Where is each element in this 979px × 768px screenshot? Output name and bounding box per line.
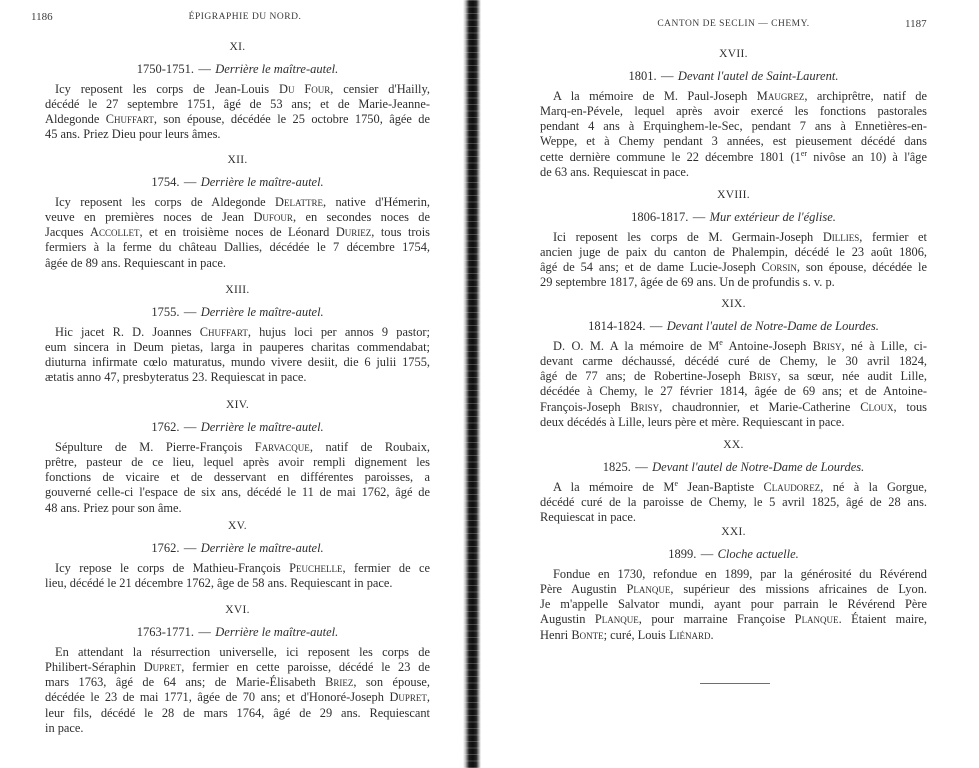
entry-date: 1814-1824. (588, 318, 646, 333)
text-line (45, 240, 430, 255)
text-line (45, 82, 430, 97)
text-run: Icy reposent les corps de Aldegonde (55, 194, 276, 209)
text-run: , tous trois (371, 225, 430, 240)
text-run: décédée à Chemy, le 27 février 1814, âgée de 69 ans; et de Antoine- (540, 384, 927, 399)
entry-text (540, 89, 927, 181)
text-line (540, 400, 927, 415)
entry-heading (45, 625, 430, 640)
inscription-entry (45, 153, 430, 271)
entry-number: XIX. (721, 297, 746, 310)
entry-number: XX. (723, 438, 744, 451)
text-line (540, 628, 927, 643)
text-run: , fermier de ce (342, 560, 431, 575)
inscription-entry (45, 603, 430, 737)
text-line (45, 470, 430, 485)
entry-location: Derrière le maître-autel. (200, 540, 324, 555)
text-run: , son épouse, décédée le (796, 260, 927, 275)
text-line (45, 97, 430, 112)
person-name: Dillies (822, 229, 860, 244)
entry-heading (540, 547, 927, 562)
text-run: Ici reposent les corps de M. Germain-Joseph (553, 229, 823, 244)
text-line (45, 210, 430, 225)
entry-location: Derrière le maître-autel. (215, 624, 339, 639)
text-run: gouverné celle-ci l'espace de six ans, décédé le 11 de mai 1762, âgé de (45, 485, 430, 500)
text-line (540, 354, 927, 369)
text-line (540, 89, 927, 104)
person-name: Corsin (761, 260, 797, 275)
text-line (540, 612, 927, 627)
text-run: , né à Lille, ci- (841, 338, 928, 353)
entry-dash: — (198, 624, 211, 639)
person-name: Liénard (668, 627, 711, 642)
entry-number: XII. (227, 153, 248, 166)
text-line (45, 455, 430, 470)
text-line (540, 384, 927, 399)
inscription-list (540, 0, 927, 768)
text-line (45, 576, 430, 591)
entry-text (45, 645, 430, 737)
text-line (45, 225, 430, 240)
text-run: âgé de 77 ans; de Robertine-Joseph (540, 369, 749, 384)
text-run: ancien juge de paix du canton de Phalempin, décédé le 23 août 1806, (540, 244, 927, 259)
page-number: 1187 (905, 18, 927, 30)
text-line (540, 245, 927, 260)
entry-location: Mur extérieur de l'église. (709, 209, 836, 224)
inscription-entry (45, 40, 430, 143)
text-run: Philibert-Séraphin (45, 659, 144, 674)
text-run: Jean-Baptiste (678, 479, 764, 494)
entry-number: XI. (229, 40, 246, 53)
text-line (45, 706, 430, 721)
inscription-entry (540, 188, 927, 291)
text-run: nivôse an 10) à l'âge (807, 149, 928, 164)
text-run: ætatis anno 47, presbyteratus 23. Requiescat in pace. (45, 370, 307, 385)
inscription-entry (540, 438, 927, 526)
text-line (45, 660, 430, 675)
text-run: , en secondes noces de (292, 209, 430, 224)
text-run: Antoine-Joseph (722, 338, 813, 353)
entry-date: 1899. (668, 546, 697, 561)
text-run: Jacques (45, 225, 91, 240)
superscript: e (719, 337, 723, 347)
entry-number: XVI. (225, 603, 250, 616)
text-line (45, 690, 430, 705)
text-line (540, 119, 927, 134)
entry-number: XXI. (721, 525, 746, 538)
running-head: ÉPIGRAPHIE DU NORD. (188, 12, 302, 22)
person-name: Dupret (389, 690, 427, 705)
entry-location: Derrière le maître-autel. (200, 419, 324, 434)
text-run: , archiprêtre, natif de (804, 88, 927, 103)
entry-date: 1762. (151, 419, 180, 434)
entry-date: 1801. (628, 68, 657, 83)
entry-dash: — (635, 459, 648, 474)
text-run: diuturna infirmate cœlo maturatus, mundo vivere desiit, die 6 julii 1755, (45, 355, 430, 370)
text-line (45, 256, 430, 271)
text-run: Augustin (540, 612, 595, 627)
text-line (45, 325, 430, 340)
person-name: Planque (794, 612, 839, 627)
entry-dash: — (183, 540, 197, 555)
text-run: décédé curé de la paroisse de Chemy, le 5 avril 1825, âgé de 28 ans. (540, 494, 927, 509)
entry-date: 1755. (151, 304, 180, 319)
person-name: Planque (626, 581, 671, 596)
text-line (540, 134, 927, 149)
entry-text (45, 440, 430, 516)
text-run: de 63 ans. Requiescat in pace. (540, 164, 689, 179)
entry-number: XVIII. (717, 188, 750, 201)
entry-dash: — (692, 209, 706, 224)
person-name: Dufour (253, 209, 293, 224)
entry-heading (45, 420, 430, 435)
text-run: 45 ans. Priez Dieu pour leurs âmes. (45, 127, 221, 142)
text-line (45, 355, 430, 370)
text-run: deux décédés à Lille, leurs père et mère. Requiescant in pace. (540, 414, 845, 429)
text-run: fermiers à la ferme du château Dallies, décédée le 7 décembre 1754, (45, 240, 430, 255)
entry-text (45, 82, 430, 143)
text-run: veuve en premières noces de Jean (45, 209, 254, 224)
text-line (540, 510, 927, 525)
person-name: Du Four (279, 81, 331, 96)
entry-location: Derrière le maître-autel. (200, 174, 324, 189)
text-line (45, 721, 430, 736)
text-line (540, 415, 927, 430)
superscript: er (800, 148, 808, 158)
entry-heading (45, 175, 430, 190)
text-line (540, 339, 927, 354)
text-line (540, 165, 927, 180)
entry-heading (45, 305, 430, 320)
person-name: Brisy (812, 338, 842, 353)
inscription-entry (45, 398, 430, 516)
text-run: âgé de 54 ans; et de dame Lucie-Joseph (540, 260, 762, 275)
text-run: , fermier en cette paroisse, décédé le 23 de (181, 659, 430, 674)
entry-heading (540, 69, 927, 84)
text-run: décédé le 27 septembre 1751, âgé de 53 ans; et de Marie-Jeanne- (45, 96, 430, 111)
entry-text (45, 195, 430, 271)
text-run: Marq-en-Pévele, lequel après avoir exercé les fonctions pastorales (540, 103, 927, 118)
inscription-entry (540, 525, 927, 643)
text-run: , (426, 690, 430, 705)
text-line (540, 582, 927, 597)
text-run: Je m'appelle Salvator mundi, ayant pour parrain le Révérend Père (540, 597, 927, 612)
inscription-entry (45, 283, 430, 386)
text-run: Sépulture de M. Pierre-François (55, 439, 255, 454)
text-run: En attendant la résurrection universelle, ici reposent les corps de (55, 644, 430, 659)
person-name: Accollet (90, 225, 140, 240)
text-run: François-Joseph (540, 399, 631, 414)
text-run: Henri (540, 627, 572, 642)
entry-date: 1762. (151, 540, 180, 555)
text-run: , chaudronnier, et Marie-Catherine (659, 399, 861, 414)
entry-text (540, 567, 927, 643)
text-line (45, 440, 430, 455)
text-line (45, 195, 430, 210)
person-name: Chuffart (199, 324, 248, 339)
text-run: prêtre, pasteur de ce lieu, lequel après avoir rempli dignement les (45, 454, 430, 469)
entry-date: 1750-1751. (136, 61, 195, 76)
superscript: e (674, 478, 678, 488)
text-run: Fondue en 1730, refondue en 1899, par la générosité du Révérend (553, 566, 927, 581)
text-line (45, 675, 430, 690)
entry-number: XIV. (225, 398, 250, 411)
entry-dash: — (700, 546, 714, 561)
text-run: . Étaient maire, (838, 612, 927, 627)
entry-text (45, 561, 430, 592)
text-line (540, 275, 927, 290)
text-line (540, 567, 927, 582)
text-line (540, 369, 927, 384)
person-name: Planque (594, 612, 639, 627)
entry-location: Derrière le maître-autel. (200, 304, 324, 319)
entry-text (540, 339, 927, 431)
entry-location: Derrière le maître-autel. (215, 61, 339, 76)
text-run: fonctions de vicaire et de desservant en différentes paroisses, a (45, 470, 430, 485)
text-line (45, 370, 430, 385)
text-line (45, 485, 430, 500)
text-run: , son épouse, décédée le 25 octobre 1750, âgée de (153, 112, 430, 127)
text-line (45, 645, 430, 660)
entry-location: Devant l'autel de Notre-Dame de Lourdes. (652, 459, 865, 474)
text-run: , né à la Gorgue, (820, 479, 927, 494)
entry-heading (45, 62, 430, 77)
text-run: , fermier et (859, 229, 927, 244)
text-line (540, 495, 927, 510)
person-name: Cloux (860, 399, 894, 414)
entry-dash: — (183, 304, 197, 319)
text-run: cette dernière commune le 22 décembre 1801 (1 (540, 149, 801, 164)
entry-text (45, 325, 430, 386)
entry-number: XIII. (225, 283, 250, 296)
text-run: , tous (893, 399, 928, 414)
text-line (540, 230, 927, 245)
text-line (45, 561, 430, 576)
text-run: , natif de Roubaix, (309, 439, 430, 454)
text-run: décédée le 23 de mai 1771, âgée de 70 ans; et d'Honoré-Joseph (45, 690, 390, 705)
text-run: Aldegonde (45, 112, 106, 127)
person-name: Brisy (748, 369, 778, 384)
text-line (45, 501, 430, 516)
person-name: Maugrez (756, 88, 805, 103)
entry-date: 1806-1817. (631, 209, 689, 224)
inscription-entry (45, 519, 430, 592)
text-run: , native d'Hémerin, (322, 194, 430, 209)
text-line (45, 127, 430, 142)
entry-location: Cloche actuelle. (717, 546, 799, 561)
text-run: pendant 4 ans à Erquinghem-le-Sec, pendant 7 ans à Ennetières-en- (540, 119, 927, 134)
entry-number: XV. (228, 519, 247, 532)
text-run: , hujus loci per annos 9 pastor; (247, 324, 430, 339)
text-run: , pour marraine Françoise (638, 612, 795, 627)
text-run: lieu, décédé le 21 décembre 1762, âge de 58 ans. Requiescant in pace. (45, 575, 393, 590)
text-run: devant carme déchaussé, décédé curé de Chemy, le 30 avril 1824, (540, 353, 927, 368)
text-run: D. O. M. A la mémoire de M (553, 338, 720, 353)
person-name: Peuchelle (289, 560, 343, 575)
text-run: , sa sœur, née audit Lille, (777, 369, 927, 384)
text-run: âgée de 89 ans. Requiescant in pace. (45, 255, 226, 270)
entry-date: 1754. (151, 174, 180, 189)
text-run: Icy reposent les corps de Jean-Louis (55, 81, 279, 96)
entry-location: Devant l'autel de Saint-Laurent. (677, 68, 839, 83)
text-run: leur fils, décédé le 28 de mars 1764, âgé de 29 ans. Requiescant (45, 705, 430, 720)
person-name: Dupret (143, 659, 182, 674)
text-run: Père Augustin (540, 581, 627, 596)
entry-heading (540, 460, 927, 475)
text-run: 29 septembre 1817, âgée de 69 ans. Un de profundis s. v. p. (540, 275, 835, 290)
person-name: Bonte (571, 627, 604, 642)
person-name: Claudorez (763, 479, 821, 494)
text-run: , supérieur des missions africaines de Lyon. (670, 581, 927, 596)
person-name: Chuffart (105, 112, 154, 127)
text-run: Requiescat in pace. (540, 510, 636, 525)
inscription-entry (540, 47, 927, 181)
entry-dash: — (661, 68, 674, 83)
inscription-list (45, 0, 430, 768)
text-run: in pace. (45, 720, 84, 735)
entry-dash: — (183, 419, 197, 434)
left-page (0, 0, 464, 768)
person-name: Farvacque (254, 439, 310, 454)
entry-date: 1763-1771. (136, 624, 195, 639)
text-line (45, 112, 430, 127)
text-run: A la mémoire de M (553, 479, 675, 494)
text-run: eum sincera in Deum pietas, larga in pauperes charitas commendabat; (45, 339, 430, 354)
text-line (540, 150, 927, 165)
text-run: Hic jacet R. D. Joannes (55, 324, 200, 339)
inscription-entry (540, 297, 927, 431)
text-run: 48 ans. Priez pour son âme. (45, 500, 182, 515)
person-name: Delattre (275, 194, 323, 209)
running-head: CANTON DE SECLIN — CHEMY. (657, 19, 810, 29)
entry-dash: — (183, 174, 197, 189)
entry-text (540, 480, 927, 526)
entry-location: Devant l'autel de Notre-Dame de Lourdes. (666, 318, 879, 333)
person-name: Brisy (630, 399, 660, 414)
entry-date: 1825. (602, 459, 631, 474)
text-run: , son épouse, (353, 675, 430, 690)
text-run: , et en troisième noces de Léonard (139, 225, 336, 240)
text-run: A la mémoire de M. Paul-Joseph (553, 88, 757, 103)
entry-heading (540, 210, 927, 225)
person-name: Duriez (335, 225, 372, 240)
text-run: Icy repose le corps de Mathieu-François (55, 560, 290, 575)
entry-text (540, 230, 927, 291)
entry-number: XVII. (719, 47, 748, 60)
text-run: Weppe, et à Chemy pendant 3 années, est pieusement décédé dans (540, 134, 927, 149)
entry-heading (540, 319, 927, 334)
text-line (45, 340, 430, 355)
person-name: Briez (325, 675, 354, 690)
text-line (540, 104, 927, 119)
entry-dash: — (198, 61, 211, 76)
entry-dash: — (649, 318, 663, 333)
entry-heading (45, 541, 430, 556)
text-line (540, 597, 927, 612)
text-line (540, 480, 927, 495)
text-line (540, 260, 927, 275)
end-rule (700, 683, 770, 684)
text-run: mars 1763, âgé de 64 ans; de Marie-Élisabeth (45, 675, 326, 690)
page-number: 1186 (31, 11, 53, 23)
text-run: ; curé, Louis (603, 627, 669, 642)
text-run: . (710, 627, 714, 642)
right-page (478, 0, 979, 768)
text-run: , censier d'Hailly, (330, 81, 430, 96)
